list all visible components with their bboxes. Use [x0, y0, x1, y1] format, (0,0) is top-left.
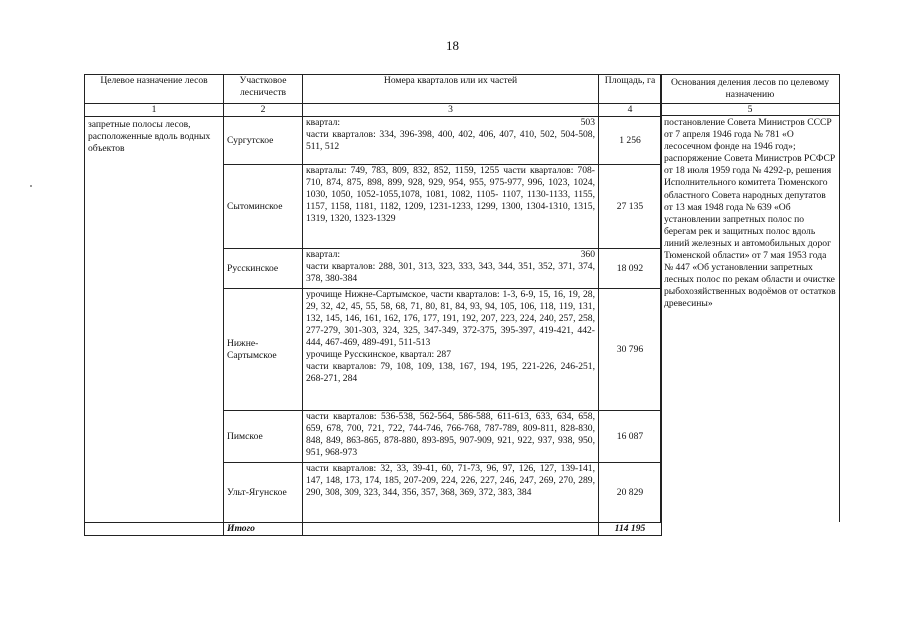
header-basis: Основания деления лесов по целевому назначению	[661, 75, 840, 104]
col-number: 4	[599, 104, 662, 117]
col-number: 2	[224, 104, 303, 117]
forestry-name: Сытоминское	[224, 165, 303, 249]
basis-text: постановление Совета Министров СССР от 7 апреля 1946 года № 781 «О лесосечном фонде на 1946 год»; распоряжение Совета Министров РСФСР от 18 июля 1959 года № 4292-р, решения Исполнительного комитета Тюменского областного Совета народных депутатов от 13 мая 1948 года № 639 «Об установлении запретных полос по берегам рек и защитных полос вдоль линий железных и автомобильных дорог Тюменской области» от 7 мая 1953 года № 447 «Об установлении запретных лесных полос по рекам области и очистке рыбохозяйственных водоёмов от остатков древесины»	[661, 116, 840, 522]
forestry-name: Ульт-Ягунское	[224, 463, 303, 523]
total-label: Итого	[224, 523, 303, 536]
page-number: 18	[446, 38, 459, 53]
quarters-cell: части кварталов: 536-538, 562-564, 586-588, 611-613, 633, 634, 658, 659, 678, 700, 721, 722, 744-746, 766-768, 787-789, 809-811, 828-830, 848, 849, 863-865, 878-880, 893-895, 907-909, 921, 922, 937, 938, 950, 951, 968-973	[303, 411, 599, 463]
area-value: 30 796	[599, 289, 662, 411]
forest-purpose-table	[84, 74, 662, 536]
area-value: 27 135	[599, 165, 662, 249]
forestry-name: Русскинское	[224, 249, 303, 289]
quarter-parts-extra: части кварталов: 79, 108, 109, 138, 167, 194, 195, 221-226, 246-251, 268-271, 284	[306, 361, 595, 384]
total-area: 114 195	[599, 523, 662, 536]
quarter-parts: урочище Нижне-Сартымское, части кварталов: 1-3, 6-9, 15, 16, 19, 28, 29, 32, 42, 45, 55, 58, 68, 71, 80, 81, 84, 93, 94, 105, 106, 118, 119, 131, 132, 145, 146, 161, 162, 176, 177, 191, 192, 207, 223, 224, 240, 257, 258, 277-279, 301-303, 324, 325, 347-349, 372-375, 395-397, 419-421, 442-444, 467-469, 489-491, 511-513	[306, 289, 595, 348]
forestry-name: Нижне-Сартымское	[224, 289, 303, 411]
basis-column	[660, 74, 840, 522]
area-value: 16 087	[599, 411, 662, 463]
quarter-parts: части кварталов: 288, 301, 313, 323, 333, 343, 344, 351, 352, 371, 374, 378, 380-384	[306, 261, 595, 284]
forestry-name: Сургутское	[224, 117, 303, 165]
quarter-parts: части кварталов: 334, 396-398, 400, 402, 406, 407, 410, 502, 504-508, 511, 512	[306, 129, 595, 152]
area-value: 18 092	[599, 249, 662, 289]
quarter-tract: урочище Русскинское, квартал: 287	[306, 349, 452, 360]
area-value: 1 256	[599, 117, 662, 165]
quarters-cell	[303, 249, 599, 289]
total-row	[85, 523, 662, 536]
header-area: Площадь, га	[599, 75, 662, 104]
area-value: 20 829	[599, 463, 662, 523]
col-number: 3	[303, 104, 599, 117]
header-forestry: Участковое лесничеств	[224, 75, 303, 104]
quarter-label: квартал:	[306, 117, 341, 128]
scan-speck	[30, 185, 32, 187]
quarters-cell: кварталы: 749, 783, 809, 832, 852, 1159, 1255 части кварталов: 708-710, 874, 875, 898, 899, 928, 929, 954, 955, 975-977, 996, 1023, 1024, 1030, 1050, 1052-1055,1078, 1081, 1082, 1105- 1107, 1130-1133, 1155, 1157, 1158, 1181, 1182, 1209, 1231-1233, 1299, 1300, 1304-1310, 1315, 1319, 1320, 1323-1329	[303, 165, 599, 249]
quarters-cell	[303, 117, 599, 165]
col-number: 1	[85, 104, 224, 117]
header-quarters: Номера кварталов или их частей	[303, 75, 599, 104]
table-row	[85, 117, 662, 165]
quarters-cell: части кварталов: 32, 33, 39-41, 60, 71-73, 96, 97, 126, 127, 139-141, 147, 148, 173, 174, 185, 207-209, 224, 226, 227, 246, 247, 269, 270, 289, 290, 308, 309, 323, 344, 356, 357, 368, 369, 372, 383, 384	[303, 463, 599, 523]
quarter-value: 503	[580, 117, 595, 128]
forestry-name: Пимское	[224, 411, 303, 463]
quarter-label: квартал:	[306, 249, 341, 260]
quarters-cell	[303, 289, 599, 411]
purpose-cell: запретные полосы лесов, расположенные вдоль водных объектов	[85, 117, 224, 523]
header-purpose: Целевое назначение лесов	[85, 75, 224, 104]
col-number: 5	[661, 104, 840, 116]
quarter-value: 360	[580, 249, 595, 260]
